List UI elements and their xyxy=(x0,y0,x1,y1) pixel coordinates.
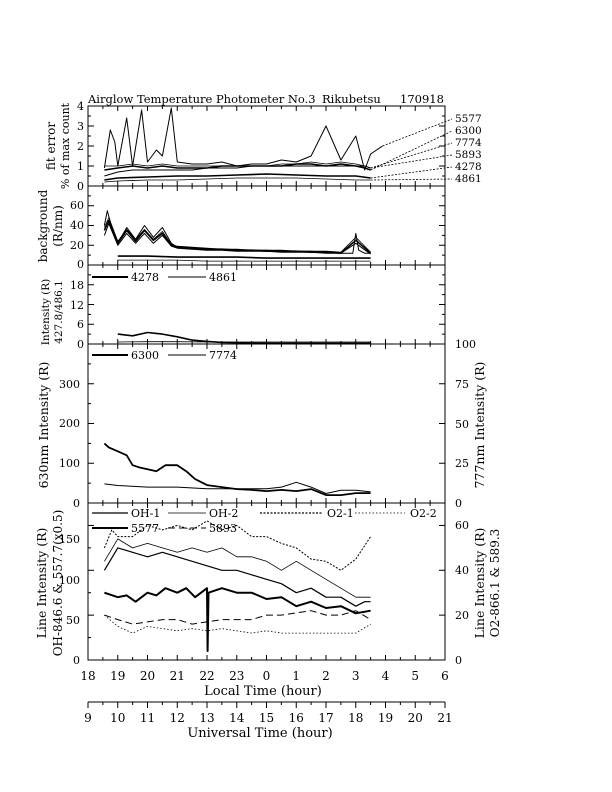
red-tick-label-right: 50 xyxy=(455,418,469,431)
local-time-tick-label: 2 xyxy=(322,669,330,683)
line-ylabel-right: Line Intensity (R) xyxy=(472,527,487,639)
red-tick-label-left: 100 xyxy=(59,457,80,470)
blue-ylabel-unit: 427.8/486.1 xyxy=(53,280,65,344)
line-tick-label-right: 20 xyxy=(455,609,469,622)
legend-label-4278: 4278 xyxy=(131,271,159,284)
bg-tick-label: 40 xyxy=(70,219,84,232)
fit-tick-label: 2 xyxy=(77,140,84,153)
series-line-o2-2 xyxy=(104,615,370,633)
fit-legend-label: 4861 xyxy=(455,173,482,185)
local-time-axis xyxy=(80,669,448,683)
series-line-5893 xyxy=(104,218,370,253)
legend-label-o21: O2-1 xyxy=(327,507,354,520)
series-line-7774 xyxy=(104,482,370,493)
series-line-4861 xyxy=(118,260,371,261)
local-time-tick-label: 3 xyxy=(351,669,360,683)
bg-ylabel-unit: (R/nm) xyxy=(51,205,65,247)
panel-line-intensity xyxy=(34,507,502,667)
legend-label-6300: 6300 xyxy=(131,349,159,362)
ut-tick-label: 20 xyxy=(407,711,423,725)
series-line-4861 xyxy=(104,178,370,182)
red-tick-label-right: 0 xyxy=(455,497,462,510)
local-time-tick-label: 18 xyxy=(80,669,96,683)
line-tick-label-left: 100 xyxy=(59,574,80,587)
local-time-tick-label: 5 xyxy=(411,669,420,683)
red-ylabel-left: 630nm Intensity (R) xyxy=(36,361,51,489)
fit-tick-label: 0 xyxy=(77,180,84,193)
fit-legend-label: 4278 xyxy=(455,161,482,173)
ut-tick-label: 11 xyxy=(139,711,156,725)
red-tick-label-right: 25 xyxy=(455,457,469,470)
local-time-tick-label: 0 xyxy=(262,669,271,683)
local-time-tick-label: 4 xyxy=(381,669,390,683)
blue-ylabel: Intensity (R) xyxy=(40,278,52,346)
blue-tick-label: 18 xyxy=(70,279,84,292)
legend-connector xyxy=(371,131,452,170)
data-series xyxy=(104,108,382,651)
bg-tick-label: 20 xyxy=(70,239,84,252)
panel-red-intensity xyxy=(36,338,487,510)
series-line-5577 xyxy=(104,211,370,254)
line-tick-label-right: 60 xyxy=(455,519,469,532)
panel-bg-frame xyxy=(88,186,445,265)
series-line-6300 xyxy=(104,164,370,170)
red-tick-label-left: 300 xyxy=(59,378,80,391)
red-tick-label-left: 200 xyxy=(59,417,80,430)
local-time-tick-label: 22 xyxy=(199,669,215,683)
line-tick-label-left: 150 xyxy=(59,533,80,546)
ut-tick-label: 21 xyxy=(437,711,453,725)
legend-label-4861: 4861 xyxy=(209,271,237,284)
legend-connector xyxy=(371,143,452,168)
red-tick-label-right: 100 xyxy=(455,338,476,351)
ut-tick-label: 15 xyxy=(258,711,275,725)
line-tick-label-right: 0 xyxy=(455,654,462,667)
red-ylabel-right: 777nm Intensity (R) xyxy=(472,361,487,489)
local-time-tick-label: 6 xyxy=(441,669,449,683)
fit-legend-label: 7774 xyxy=(455,137,482,149)
ut-tick-label: 16 xyxy=(288,711,304,725)
fit-legend-label: 6300 xyxy=(455,125,482,137)
legend-connector xyxy=(371,179,452,180)
local-time-tick-label: 1 xyxy=(292,669,301,683)
fit-legend-label: 5893 xyxy=(455,149,482,161)
series-line-o2-1 xyxy=(104,521,370,570)
fit-tick-label: 4 xyxy=(77,100,84,113)
legend-label-oh2: OH-2 xyxy=(209,507,239,520)
line-tick-label-left: 50 xyxy=(66,614,80,627)
universal-time-axis-label: Universal Time (hour) xyxy=(187,726,333,741)
bg-tick-label: 0 xyxy=(77,258,84,271)
legend-label-o22: O2-2 xyxy=(410,507,437,520)
ut-tick-label: 14 xyxy=(229,711,245,725)
line-ylabel-left-sub: OH-846.6 & 557.7(x0.5) xyxy=(51,509,65,657)
ut-tick-label: 10 xyxy=(110,711,126,725)
legend-connector xyxy=(371,167,452,178)
fit-tick-label: 1 xyxy=(77,160,84,173)
series-line-oh-2 xyxy=(104,539,370,597)
local-time-tick-label: 20 xyxy=(139,669,156,683)
local-time-tick-label: 19 xyxy=(110,669,126,683)
panel-red-frame xyxy=(88,344,445,503)
red-tick-label-right: 75 xyxy=(455,378,469,391)
blue-tick-label: 0 xyxy=(77,338,84,351)
legend-connector xyxy=(383,119,452,146)
line-tick-label-left: 0 xyxy=(73,654,80,667)
legend-label-7774: 7774 xyxy=(209,349,237,362)
ut-tick-label: 17 xyxy=(318,711,334,725)
series-line-5577 xyxy=(104,108,382,170)
ut-tick-label: 18 xyxy=(348,711,364,725)
fit-legend-connectors xyxy=(371,119,452,180)
legend-label-5893: 5893 xyxy=(209,522,237,535)
ut-tick-label: 9 xyxy=(84,711,92,725)
panel-background xyxy=(36,189,84,271)
series-line-5893 xyxy=(104,611,370,624)
blue-tick-label: 6 xyxy=(77,318,84,331)
series-line-4278 xyxy=(118,256,371,258)
blue-tick-label: 12 xyxy=(70,299,84,312)
fit-ylabel: fit error xyxy=(44,121,58,171)
line-ylabel-left: Line Intensity (R) xyxy=(34,527,49,639)
ut-tick-label: 13 xyxy=(199,711,215,725)
local-time-tick-label: 21 xyxy=(169,669,185,683)
bg-tick-label: 60 xyxy=(70,199,84,212)
red-tick-label-left: 0 xyxy=(73,497,80,510)
station-name: Rikubetsu xyxy=(322,92,381,106)
date-code: 170918 xyxy=(400,92,444,106)
axis-ticks xyxy=(88,106,445,660)
local-time-tick-label: 23 xyxy=(229,669,245,683)
ut-tick-label: 12 xyxy=(169,711,185,725)
bg-ylabel: background xyxy=(36,189,50,263)
universal-time-axis xyxy=(84,702,452,725)
fit-ylabel-unit: % of max count xyxy=(59,102,72,190)
local-time-axis-label: Local Time (hour) xyxy=(204,684,322,699)
legend-label-5577: 5577 xyxy=(131,522,159,535)
fit-tick-label: 3 xyxy=(77,120,84,133)
figure-title: Airglow Temperature Photometer No.3 xyxy=(88,92,316,106)
legend-label-oh1: OH-1 xyxy=(131,507,161,520)
line-ylabel-right-sub: O2-866.1 & 589.3 xyxy=(488,528,502,638)
line-tick-label-right: 40 xyxy=(455,564,469,577)
ut-tick-label: 19 xyxy=(377,711,394,725)
fit-legend-label: 5577 xyxy=(455,113,482,125)
